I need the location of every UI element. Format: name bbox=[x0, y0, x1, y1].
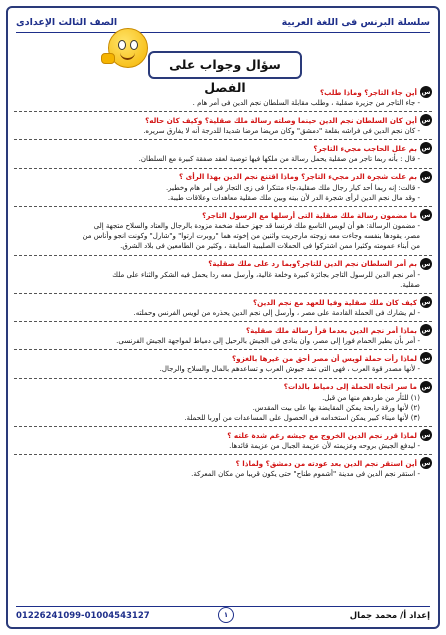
question-divider bbox=[14, 293, 432, 294]
answer-text: (٣) لأنها ميناء كبير يمكن استخدامه فى الحصول على المساعدات من أوربا للحملة. bbox=[184, 414, 420, 423]
question-badge-icon: س bbox=[421, 431, 431, 440]
question-badge-icon: س bbox=[421, 259, 431, 268]
page-title: سؤال وجواب على الفصل bbox=[148, 51, 302, 79]
answer-text: - جاء التاجر من جزيرة صقلية ، وطلب مقابلة السلطان نجم الدين فى أمر هام . bbox=[192, 99, 420, 107]
question-text: أين جاء التاجر؟ وماذا طلب؟ bbox=[319, 87, 417, 97]
question-row bbox=[14, 381, 432, 393]
answer-text: - قالت: إنه ربما أحد كبار رجال ملك صقلية،جاء متنكرا فى زى التجار فى أمر هام وخطير. bbox=[165, 183, 420, 192]
question-row bbox=[14, 352, 432, 364]
qa-list bbox=[14, 84, 432, 480]
question-text: بم علت شجرة الدر مجيء التاجر؟ وماذا اقتنع نجم الدين بهذا الرأى ؟ bbox=[178, 172, 417, 182]
question-divider bbox=[14, 321, 432, 322]
answer-text: - استقر نجم الدين فى مدينة "أشموم طناح" حتى يكون قريبا من مكان المعركة. bbox=[191, 470, 420, 479]
page-header bbox=[16, 13, 430, 31]
question-divider bbox=[14, 378, 432, 379]
grade-label: الصف الثالث الإعدادى bbox=[16, 16, 118, 28]
worksheet-page bbox=[6, 6, 440, 629]
author-credit: إعداد أ/ محمد جمال bbox=[349, 611, 430, 621]
question-row bbox=[14, 209, 432, 221]
question-row bbox=[14, 457, 432, 469]
question-badge-icon: س bbox=[421, 326, 431, 335]
question-text: ما مضمون رسالة ملك صقلية التى أرسلها مع الرسول التاجر؟ bbox=[202, 210, 417, 220]
question-text: لماذا رأت حملة لويس أن مصر أحق من غيرها بالغزو؟ bbox=[232, 353, 417, 363]
answer-text: - لأنها مصدر قوة العرب ، فهى التى تمد جيوش العرب و تساعدهم بالمال والسلاح والرجال. bbox=[159, 365, 420, 374]
question-row bbox=[14, 324, 432, 336]
answer-text: مصر، يقودها بنفسه وجاءت معه زوجته مارجريت واثنين من إخوته هما "روبرت ارتوا" و"شارل" وكونت انجو وأناس من bbox=[82, 232, 420, 241]
header-divider bbox=[16, 32, 430, 33]
page-number: ١ bbox=[218, 607, 234, 623]
question-text: كيف كان ملك صقلية وفيا للعهد مع نجم الدين؟ bbox=[252, 297, 417, 307]
question-divider bbox=[14, 139, 432, 140]
question-text: لماذا قرر نجم الدين الخروج مع جيشه رغم شدة علته ؟ bbox=[227, 430, 417, 440]
question-divider bbox=[14, 255, 432, 256]
answer-text: - كان نجم الدين فى فراشه بقلعة "دمشق" وكان مريضا مرضا شديدا للدرجة أنه لا يفارق سريره. bbox=[143, 127, 420, 136]
question-text: ما سر اتجاه الحملة إلى دمياط بالذات؟ bbox=[283, 382, 417, 392]
question-row bbox=[14, 429, 432, 441]
question-badge-icon: س bbox=[421, 382, 431, 391]
question-row bbox=[14, 114, 432, 126]
answer-text: صقلية. bbox=[400, 280, 420, 289]
answer-text: - ليدفع الجيش بروحه وعزيمته لأن عزيمة الجبال من عزيمة قائدها. bbox=[229, 442, 420, 451]
question-row bbox=[14, 258, 432, 270]
thinking-emoji-icon bbox=[108, 28, 148, 68]
question-badge-icon: س bbox=[421, 354, 431, 363]
question-text: بم أمر السلطان نجم الدين للتاجر؟وبما رد على ملك صقلية؟ bbox=[208, 259, 417, 269]
question-row bbox=[14, 86, 432, 98]
question-text: بم علل الحاجب مجيء التاجر؟ bbox=[313, 143, 417, 153]
question-divider bbox=[14, 111, 432, 112]
question-badge-icon: س bbox=[421, 172, 431, 181]
question-badge-icon: س bbox=[421, 459, 431, 468]
answer-text: - قال : بأنه ربما تاجر من صقلية يحمل رسالة من ملكها فيها توصية لعقد صفقة كبيرة مع السلطان. bbox=[138, 155, 420, 164]
question-divider bbox=[14, 426, 432, 427]
answer-text: - مضمون الرسالة: هو أن لويس التاسع ملك فرنسا قد جهز حملة ضخمة مزودة بالرجال والعتاد والسلاح متجهة إلى bbox=[93, 222, 420, 231]
question-divider bbox=[14, 206, 432, 207]
answer-text: (٢) لأنها ورقة رابحة يمكن المقايضة بها على بيت المقدس. bbox=[252, 403, 420, 412]
answer-text: من أبناء عمومته وكثيرا ممن اشتركوا فى الحملات الصليبية السابقة ، وكثير من الطامعين فى بلاد الشرق. bbox=[120, 242, 420, 251]
answer-text: (١) للثأر من طردهم منها من قبل. bbox=[322, 393, 420, 402]
question-badge-icon: س bbox=[421, 211, 431, 220]
question-badge-icon: س bbox=[421, 144, 431, 153]
answer-text: - لم يشارك فى الحملة القادمة على مصر ، وأرسل إلى نجم الدين يحذره من لويس الفرنس وحملته. bbox=[133, 309, 420, 318]
question-row bbox=[14, 296, 432, 308]
question-badge-icon: س bbox=[421, 88, 431, 96]
question-row bbox=[14, 171, 432, 183]
phone-numbers: 01226241099-01004543127 bbox=[16, 611, 150, 621]
question-divider bbox=[14, 168, 432, 169]
question-row bbox=[14, 142, 432, 154]
question-text: بماذا أمر نجم الدين بعدما قرأ رسالة ملك صقلية؟ bbox=[245, 325, 417, 335]
question-text: أين كان السلطان نجم الدين حينما وصلته رسالة ملك صقلية؟ وكيف كان حاله؟ bbox=[145, 115, 417, 125]
series-title: سلسلة البرنس فى اللغة العربية bbox=[281, 16, 430, 28]
question-divider bbox=[14, 454, 432, 455]
question-text: أين استقر نجم الدين بعد عودته من دمشق؟ ولماذا ؟ bbox=[235, 458, 417, 468]
answer-text: - وقد مال نجم الدين لرأى شجرة الدر لأن بينه وبين ملك صقلية معاهدات وعلاقات طيبة. bbox=[167, 193, 420, 202]
question-divider bbox=[14, 349, 432, 350]
answer-text: - أمر نجم الدين للرسول التاجر بجائزة كبيرة وخلعة غالية، وأرسل معه ردا يحمل فيه الشكر والثناء على ملك bbox=[112, 270, 420, 279]
question-badge-icon: س bbox=[421, 116, 431, 125]
answer-text: - أمر بأن يطير الحمام فورا إلى مصر، وأن ينادى فى الجيش بالرحيل إلى دمياط لمواجهة الجيش الفرنسى. bbox=[116, 337, 420, 346]
question-badge-icon: س bbox=[421, 298, 431, 307]
